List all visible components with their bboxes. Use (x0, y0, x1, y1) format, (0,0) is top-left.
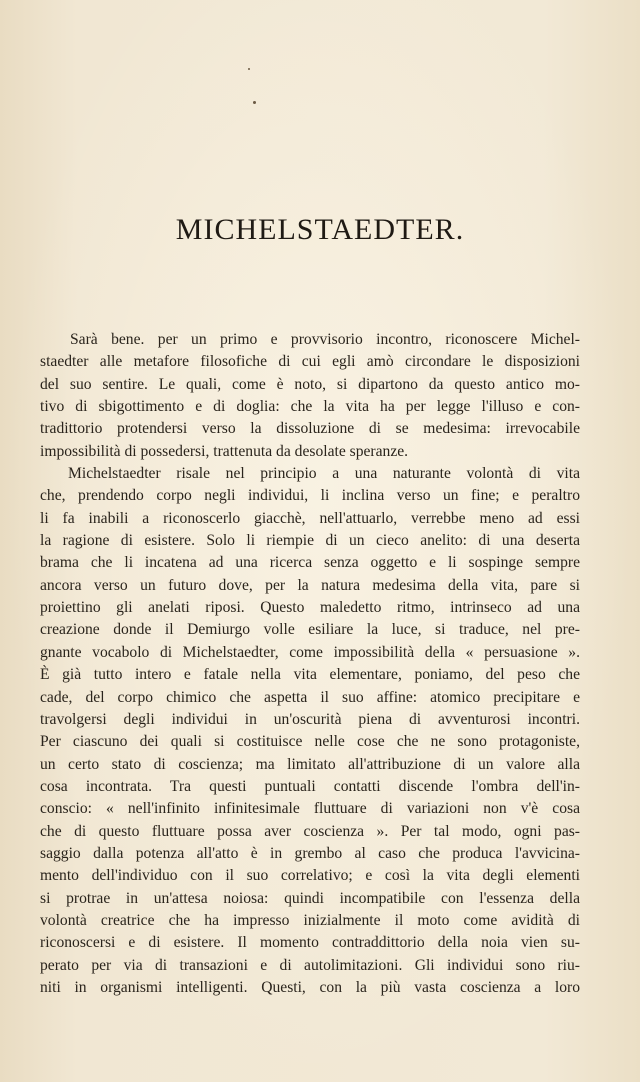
text-line: cosa incontrata. Tra questi puntuali contatti discende l'ombra dell'in- (40, 777, 580, 795)
chapter-title: MICHELSTAEDTER. (175, 213, 465, 246)
body-text (40, 329, 580, 999)
text-line: mento dell'individuo con il suo correlativo; e così la vita degli elementi (40, 867, 580, 885)
text-line: staedter alle metafore filosofiche di cui egli amò circondare le disposizioni (40, 353, 580, 371)
text-line: cade, del corpo chimico che aspetta il suo affine: atomico precipitare e (40, 688, 580, 706)
text-line: riconoscersi e di esistere. Il momento contraddittorio della noia vien su- (40, 934, 580, 952)
text-line: niti in organismi intelligenti. Questi, con la più vasta coscienza a loro (40, 978, 580, 996)
text-line: li fa inabili a riconoscerlo giacchè, nell'attuarlo, verrebbe meno ad essi (40, 509, 580, 527)
text-line: impossibilità di possedersi, trattenuta da desolate speranze. (40, 442, 409, 460)
text-line: È già tutto intero e fatale nella vita elementare, poniamo, del peso che (40, 666, 580, 684)
text-line: tivo di sbigottimento e di doglia: che la vita ha per legge l'illuso e con- (40, 398, 580, 416)
text-line: del suo sentire. Le quali, come è noto, si dipartono da questo antico mo- (40, 375, 580, 393)
paper-speck (248, 68, 250, 70)
text-line: Michelstaedter risale nel principio a una naturante volontà di vita (68, 465, 580, 483)
text-line: travolgersi degli individui in un'oscurità piena di avventurosi incontri. (40, 710, 580, 728)
text-line: Per ciascuno dei quali si costituisce nelle cose che ne sono protagoniste, (40, 733, 580, 751)
text-line: Sarà bene. per un primo e provvisorio incontro, riconoscere Michel- (70, 331, 580, 348)
text-line: tradittorio protendersi verso la dissoluzione di se medesima: irrevocabile (40, 420, 580, 438)
text-line: proiettino gli anelati riposi. Questo maledetto ritmo, intrinseco ad una (40, 599, 580, 617)
text-line: perato per via di transazioni e di autolimitazioni. Gli individui sono riu- (40, 956, 580, 974)
text-line: un certo stato di coscienza; ma limitato all'attribuzione di un valore alla (40, 755, 580, 773)
text-line: conscio: « nell'infinito infinitesimale fluttuare di variazioni non v'è cosa (40, 800, 580, 818)
text-line: la ragione di esistere. Solo li riempie di un cieco anelito: di una deserta (40, 532, 580, 550)
text-line: saggio dalla potenza all'atto è in grembo al caso che produca l'avvicina- (40, 844, 580, 862)
text-line: gnante vocabolo di Michelstaedter, come impossibilità della « persuasione ». (40, 643, 580, 661)
text-line: creazione donde il Demiurgo volle esiliare la luce, si traduce, nel pre- (40, 621, 580, 639)
paper-speck (253, 101, 256, 104)
text-line: volontà creatrice che ha impresso inizialmente il moto come avidità di (40, 911, 580, 929)
text-line: brama che li incatena ad una ricerca senza oggetto e li sospinge sempre (40, 554, 580, 572)
text-line: che, prendendo corpo negli individui, li inclina verso un fine; e peraltro (40, 487, 580, 505)
text-line: ancora verso un futuro dove, per la natura medesima della vita, pare si (40, 576, 580, 594)
text-line: si protrae in un'attesa noiosa: quindi incompatibile con l'essenza della (40, 889, 580, 907)
text-line: che di questo fluttuare possa aver coscienza ». Per tal modo, ogni pas- (40, 822, 580, 840)
